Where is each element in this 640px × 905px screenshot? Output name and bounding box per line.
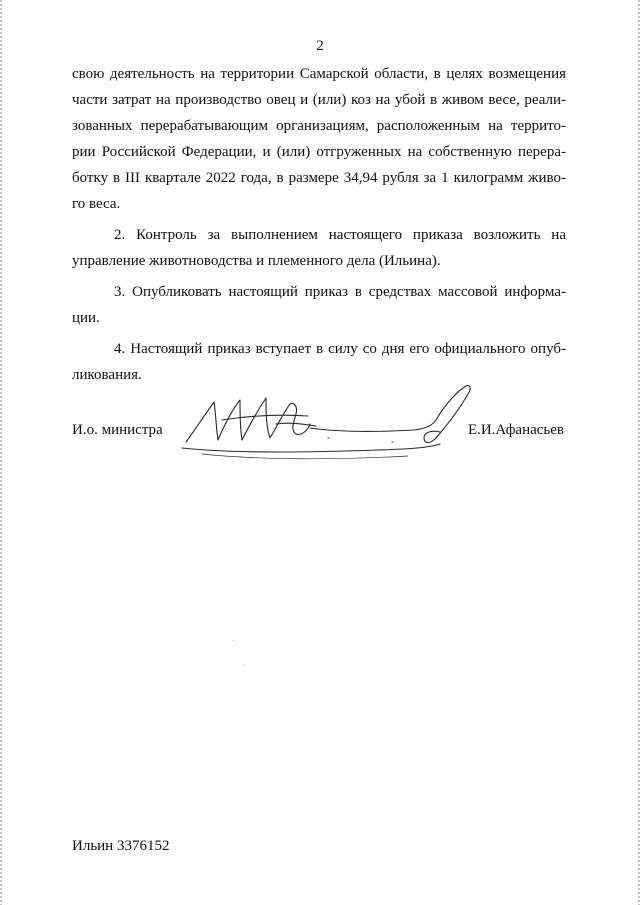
text-line: управление животноводства и племенного дела (Ильина). [72,253,441,269]
text-line: го веса. [72,196,121,212]
text-line: свою деятельность на территории Самарской области, в целях возмещения [72,66,566,82]
signatory-name: Е.И.Афанасьев [467,422,564,438]
handwritten-signature [178,380,478,466]
paragraph-item-3 [72,279,566,331]
scan-speck [233,640,234,641]
text-line: ботку в III квартале 2022 года, в размере 34,94 рубля за 1 килограмм живо- [72,170,566,186]
text-line: части затрат на производство овец и (или) коз на убой в живом весе, реали- [72,92,566,108]
text-line: ликования. [72,367,142,383]
paragraph-item-2 [72,222,566,274]
text-line: 3. Опубликовать настоящий приказ в средствах массовой информа- [114,284,566,300]
scan-edge-left [0,0,2,905]
text-line: рии Российской Федерации, и (или) отгруженных на собственную перера- [72,144,566,160]
page-number: 2 [316,38,324,54]
text-line: зованных перерабатывающим организациям, расположенным на террито- [72,118,566,134]
text-line: 4. Настоящий приказ вступает в силу со дня его официального опуб- [114,341,566,357]
text-line: ции. [72,310,100,326]
signatory-position: И.о. министра [72,422,163,438]
paragraph-continuation [72,61,566,217]
text-line: 2. Контроль за выполнением настоящего приказа возложить на [114,227,566,243]
scan-speck [244,664,245,665]
order-body [72,61,566,388]
executor-code: Ильин 3376152 [72,838,170,854]
